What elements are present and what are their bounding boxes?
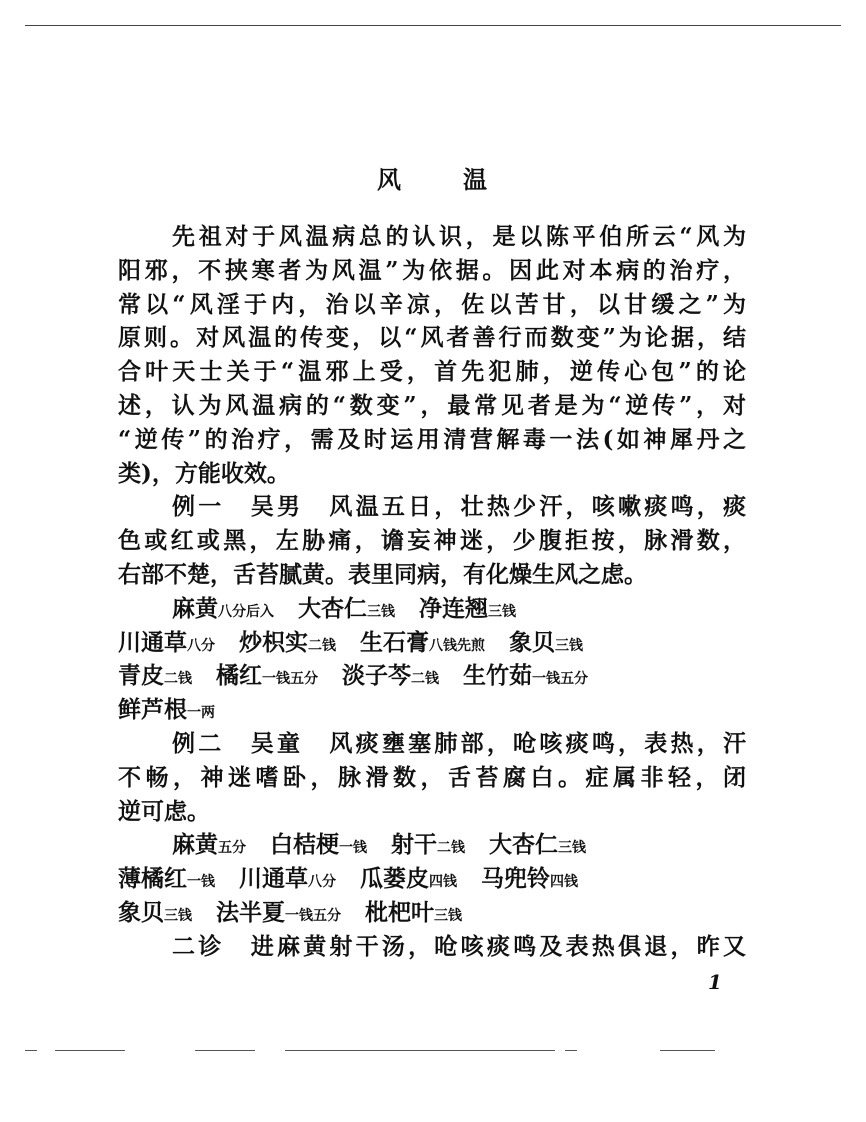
herb-name: 薄橘红 [118, 865, 187, 893]
prescription-line [172, 828, 746, 862]
paragraph-line: “逆传”的治疗，需及时运用清营解毒一法(如神犀丹之 [118, 425, 746, 453]
scan-artifact [285, 1050, 555, 1051]
case-line: 例二 吴童 风痰壅塞肺部，呛咳痰鸣，表热，汗 [172, 730, 746, 757]
scan-artifact [565, 1050, 577, 1051]
herb-dose: 二钱 [308, 637, 336, 654]
herb-item [298, 592, 395, 629]
herb-dose: 一两 [187, 705, 215, 722]
herb-dose: 三钱 [164, 908, 192, 924]
herb-name: 生石膏 [360, 628, 429, 656]
case-line: 逆可虑。 [118, 797, 210, 825]
case-line: 色或红或黑，左胁痛，谵妄神迷，少腹拒按，脉滑数， [118, 527, 746, 555]
scan-artifact [55, 1050, 125, 1051]
prescription-line [118, 862, 746, 896]
herb-name: 大杏仁 [298, 594, 367, 622]
herb-item [216, 896, 341, 933]
herb-name: 生竹茹 [463, 662, 532, 690]
herb-name: 川通草 [239, 865, 308, 893]
herb-name: 炒枳实 [239, 628, 308, 656]
herb-item [365, 896, 462, 933]
herb-dose: 三钱 [488, 603, 516, 620]
herb-item [118, 626, 215, 663]
paragraph-line: 述，认为风温病的“数变”，最常见者是为“逆传”，对 [118, 392, 746, 419]
herb-dose: 一钱五分 [285, 908, 341, 924]
herb-item [481, 862, 578, 899]
herb-name: 川通草 [118, 628, 187, 656]
herb-dose: 三钱 [367, 603, 395, 620]
herb-dose: 一钱 [187, 874, 215, 891]
herb-item [216, 659, 318, 696]
herb-dose: 二钱 [411, 671, 439, 688]
herb-dose: 八分 [308, 874, 336, 891]
prescription-line [118, 896, 746, 930]
herb-dose: 四钱 [550, 874, 578, 891]
paragraph-line: 常以“风淫于内，治以辛凉，佐以苦甘，以甘缓之”为 [118, 290, 746, 318]
title-char: 温 [463, 165, 489, 194]
herb-item [489, 828, 586, 865]
herb-item [239, 626, 336, 663]
paragraph-line: 原则。对风温的传变，以“风者善行而数变”为论据，结 [118, 324, 746, 352]
case-line: 右部不楚，舌苔腻黄。表里同病，有化燥生风之虑。 [118, 561, 647, 588]
top-rule [25, 25, 841, 26]
herb-item [463, 659, 588, 696]
herb-name: 麻黄 [172, 831, 218, 859]
herb-name: 马兜铃 [481, 865, 550, 893]
herb-dose: 一钱 [339, 840, 367, 857]
scan-artifact [195, 1050, 255, 1051]
herb-item [118, 659, 192, 696]
herb-name: 射干 [391, 831, 437, 859]
herb-item [172, 828, 246, 865]
herb-name: 大杏仁 [489, 831, 558, 859]
herb-dose: 二钱 [437, 840, 465, 857]
paragraph-line: 类)，方能收效。 [118, 459, 290, 487]
case-line: 例一 吴男 风温五日，壮热少汗，咳嗽痰鸣，痰 [172, 493, 746, 521]
herb-item [391, 828, 465, 865]
herb-item [118, 896, 192, 933]
prescription-line [172, 592, 746, 626]
prescription-line [118, 693, 746, 727]
herb-item [270, 828, 367, 865]
herb-name: 鲜芦根 [118, 696, 187, 724]
herb-name: 淡子芩 [342, 662, 411, 690]
herb-dose: 五分 [218, 840, 246, 857]
prescription-line [118, 659, 746, 693]
title-char: 风 [377, 165, 403, 194]
herb-name: 青皮 [118, 662, 164, 690]
herb-item [118, 862, 215, 899]
herb-dose: 八钱先煎 [429, 637, 485, 654]
herb-name: 麻黄 [172, 594, 218, 622]
herb-item [172, 592, 274, 629]
herb-item [239, 862, 336, 899]
herb-item [342, 659, 439, 696]
herb-dose: 三钱 [555, 637, 583, 654]
herb-name: 法半夏 [216, 899, 285, 926]
paragraph-line: 阳邪，不挟寒者为风温”为依据。因此对本病的治疗， [118, 256, 746, 284]
herb-item [118, 693, 215, 730]
herb-item [509, 626, 583, 663]
case-line: 不畅，神迷嗜卧，脉滑数，舌苔腐白。症属非轻，闭 [118, 763, 746, 791]
herb-name: 白桔梗 [270, 831, 339, 859]
herb-item [360, 862, 457, 899]
herb-dose: 二钱 [164, 671, 192, 688]
scan-artifact [25, 1050, 37, 1051]
herb-dose: 四钱 [429, 874, 457, 891]
paragraph-line: 合叶天士关于“温邪上受，首先犯肺，逆传心包”的论 [118, 358, 746, 386]
page-number: 1 [708, 970, 722, 994]
followup-line: 二诊 进麻黄射干汤，呛咳痰鸣及表热俱退，昨又 [172, 932, 746, 960]
herb-dose: 八分后入 [218, 603, 274, 620]
herb-name: 枇杷叶 [365, 899, 434, 926]
herb-item [360, 626, 485, 663]
herb-name: 象贝 [509, 628, 555, 656]
herb-dose: 一钱五分 [532, 671, 588, 688]
herb-dose: 一钱五分 [262, 671, 318, 688]
herb-dose: 八分 [187, 637, 215, 654]
herb-dose: 三钱 [434, 908, 462, 924]
herb-name: 净连翘 [419, 594, 488, 622]
scan-artifact [660, 1050, 715, 1051]
herb-name: 橘红 [216, 662, 262, 690]
page-title [0, 160, 866, 195]
prescription-line [118, 626, 746, 660]
herb-name: 象贝 [118, 899, 164, 926]
herb-dose: 三钱 [558, 840, 586, 857]
herb-name: 瓜蒌皮 [360, 865, 429, 893]
paragraph-line: 先祖对于风温病总的认识，是以陈平伯所云“风为 [172, 223, 746, 250]
herb-item [419, 592, 516, 629]
